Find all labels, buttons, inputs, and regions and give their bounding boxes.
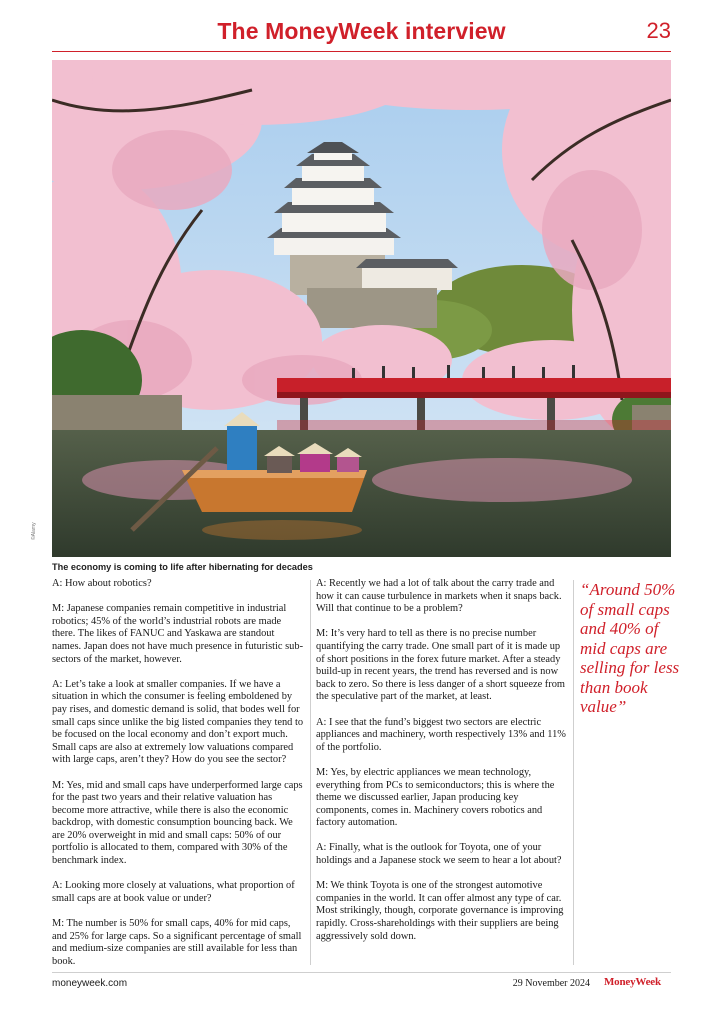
page-number: 23: [646, 18, 671, 43]
paragraph: A: I see that the fund’s biggest two sectors are electric appliances and machinery, worth respectively 13% and 11% of the portfolio.: [316, 716, 566, 753]
paragraph: M: It’s very hard to tell as there is no precise number quantifying the carry trade. One small part of it is made up of short positions in the forex future market. After a steady build-up in recent years, the trend has reversed and is now back to zero. So there is less danger of a short squeeze from the speculative part of the market, at least.: [316, 628, 565, 703]
paragraph: M: Yes, mid and small caps have underperformed large caps for the past two years and their relative valuation has become more attractive, while there is also the economic backdrop, with domestic consumption bouncing back. We are 20% overweight in mid and small caps: 50% of our portfolio is allocated to them, compared with 30% of the benchmark index.: [52, 779, 303, 867]
paragraph: A: How about robotics?: [52, 578, 152, 589]
paragraph: A: Recently we had a lot of talk about the carry trade and how it can cause turbulence in markets when it snaps back. Will that continue to be a problem?: [316, 578, 562, 615]
page-title: The MoneyWeek interview: [217, 18, 506, 44]
paragraph: A: Finally, what is the outlook for Toyota, one of your holdings and a Japanese stock we seem to hear a lot about?: [316, 842, 562, 867]
paragraph: M: We think Toyota is one of the strongest automotive companies in the world. It can offer almost any type of car. Most strikingly, though, corporate governance is improving rapidly. Cross-shareholdings with their suppliers are being aggressively sold down.: [316, 880, 564, 942]
paragraph: M: The number is 50% for small caps, 40% for mid caps, and 25% for large caps. So a significant percentage of small and medium-size companies are still available for less than book.: [52, 918, 302, 967]
article-column-2: [316, 578, 568, 956]
paragraph: M: Japanese companies remain competitive in industrial robotics; 45% of the world’s industrial robots are made there. The likes of FANUC and Yaskawa are standout names. Japan does not have much presence in futuristic sub-sectors of the market, however.: [52, 603, 304, 665]
castle-photo: [52, 60, 671, 557]
column-divider: [310, 580, 311, 965]
paragraph: M: Yes, by electric appliances we mean technology, everything from PCs to semiconductors; this is where the theme we discussed earlier, Japan producing key components, comes in. Machinery covers robotics and factory automation.: [316, 766, 555, 829]
footer-url[interactable]: moneyweek.com: [52, 978, 128, 989]
pull-quote: “Around 50% of small caps and 40% of mid caps are selling for less than book value”: [580, 580, 680, 716]
article-column-1: [52, 578, 306, 981]
issue-date: 29 November 2024: [512, 978, 590, 989]
paragraph: A: Let’s take a look at smaller companies. If we have a situation in which the consumer is feeling emboldened by pay rises, and domestic demand is solid, that bodes well for small caps since unlike the big listed companies they tend to be focused on the local economy and don’t export much. Small caps are also at extremely low valuations compared with large caps, aren’t they? How do you see the sector?: [52, 678, 304, 766]
paragraph: A: Looking more closely at valuations, what proportion of small caps are at book value or under?: [52, 880, 295, 904]
photo-credit: ©Alamy: [31, 522, 37, 540]
photo-caption: The economy is coming to life after hibernating for decades: [52, 562, 313, 572]
column-divider: [573, 580, 574, 965]
header-divider: [52, 51, 671, 52]
footer-divider: [52, 972, 671, 973]
moneyweek-logo: MoneyWeek: [604, 976, 661, 988]
